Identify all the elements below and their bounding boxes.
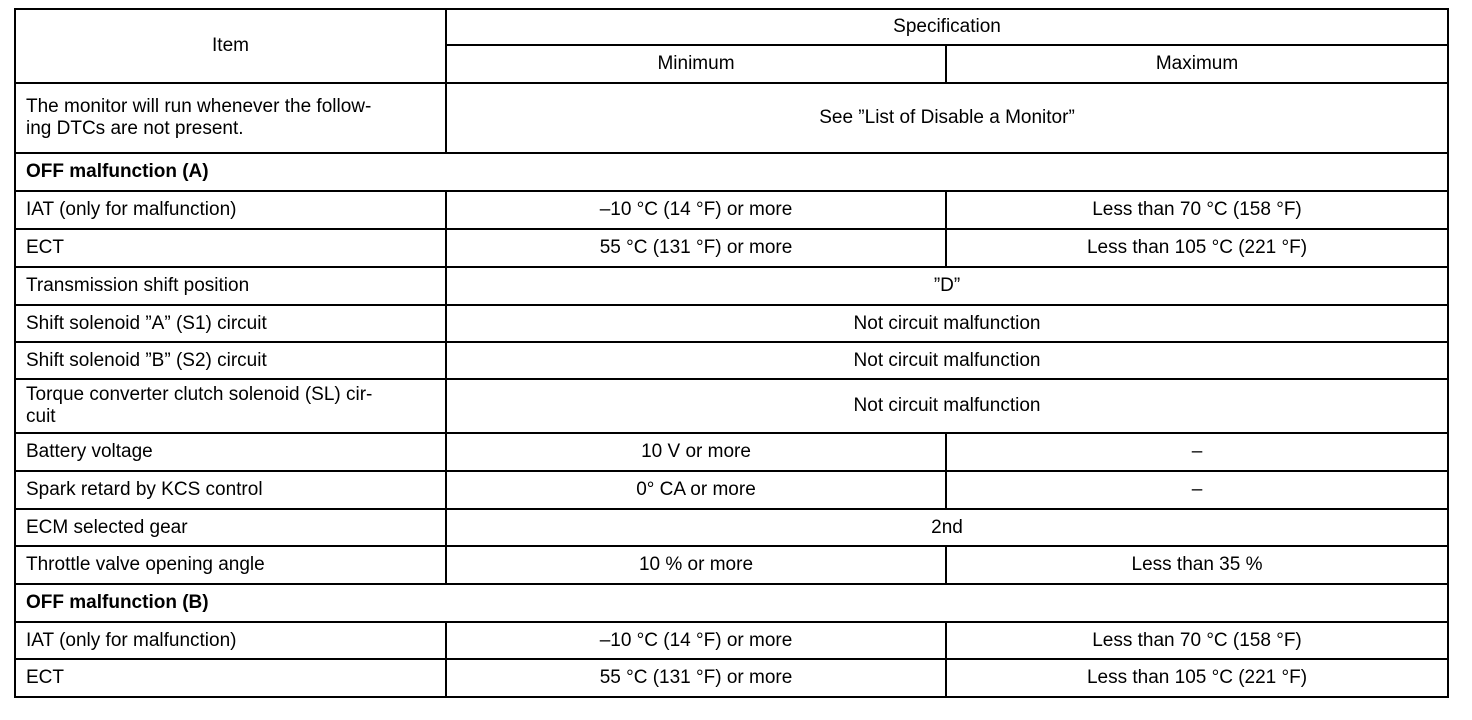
- table-row: [15, 229, 1448, 267]
- header-maximum: Maximum: [946, 45, 1448, 83]
- minimum-cell: 10 % or more: [446, 546, 946, 584]
- item-cell: Shift solenoid ”B” (S2) circuit: [15, 342, 446, 379]
- item-cell: Torque converter clutch solenoid (SL) cir- cuit: [15, 379, 446, 433]
- maximum-cell: Less than 70 °C (158 °F): [946, 191, 1448, 229]
- minimum-cell: –10 °C (14 °F) or more: [446, 191, 946, 229]
- item-cell: IAT (only for malfunction): [15, 622, 446, 659]
- header-row: [15, 9, 1448, 45]
- item-cell: ECT: [15, 659, 446, 697]
- item-cell: ECM selected gear: [15, 509, 446, 546]
- minimum-cell: 55 °C (131 °F) or more: [446, 659, 946, 697]
- section-row: [15, 153, 1448, 191]
- table-row: [15, 471, 1448, 509]
- item-cell: ECT: [15, 229, 446, 267]
- table-row: [15, 191, 1448, 229]
- maximum-cell: –: [946, 433, 1448, 471]
- table-row: [15, 509, 1448, 546]
- spec-cell: Not circuit malfunction: [446, 305, 1448, 342]
- section-title: OFF malfunction (B): [15, 584, 1448, 622]
- spec-cell: 2nd: [446, 509, 1448, 546]
- table-row: [15, 659, 1448, 697]
- minimum-cell: 0° CA or more: [446, 471, 946, 509]
- maximum-cell: Less than 70 °C (158 °F): [946, 622, 1448, 659]
- table-body: [15, 83, 1448, 697]
- item-cell: Transmission shift position: [15, 267, 446, 305]
- section-row: [15, 584, 1448, 622]
- table-row: [15, 342, 1448, 379]
- item-cell: Spark retard by KCS control: [15, 471, 446, 509]
- section-title: OFF malfunction (A): [15, 153, 1448, 191]
- table-row: [15, 83, 1448, 153]
- maximum-cell: Less than 35 %: [946, 546, 1448, 584]
- header-item: Item: [15, 9, 446, 83]
- header-specification: Specification: [446, 9, 1448, 45]
- spec-cell: Not circuit malfunction: [446, 379, 1448, 433]
- item-cell: The monitor will run whenever the follow- ing DTCs are not present.: [15, 83, 446, 153]
- minimum-cell: –10 °C (14 °F) or more: [446, 622, 946, 659]
- maximum-cell: –: [946, 471, 1448, 509]
- table-row: [15, 433, 1448, 471]
- spec-cell: Not circuit malfunction: [446, 342, 1448, 379]
- item-cell: IAT (only for malfunction): [15, 191, 446, 229]
- item-cell: Throttle valve opening angle: [15, 546, 446, 584]
- table-row: [15, 305, 1448, 342]
- maximum-cell: Less than 105 °C (221 °F): [946, 659, 1448, 697]
- table-row: [15, 267, 1448, 305]
- spec-cell: See ”List of Disable a Monitor”: [446, 83, 1448, 153]
- item-cell: Battery voltage: [15, 433, 446, 471]
- table-row: [15, 546, 1448, 584]
- minimum-cell: 10 V or more: [446, 433, 946, 471]
- header-minimum: Minimum: [446, 45, 946, 83]
- minimum-cell: 55 °C (131 °F) or more: [446, 229, 946, 267]
- maximum-cell: Less than 105 °C (221 °F): [946, 229, 1448, 267]
- specification-table: [14, 8, 1449, 698]
- item-cell: Shift solenoid ”A” (S1) circuit: [15, 305, 446, 342]
- spec-cell: ”D”: [446, 267, 1448, 305]
- table-row: [15, 379, 1448, 433]
- table-row: [15, 622, 1448, 659]
